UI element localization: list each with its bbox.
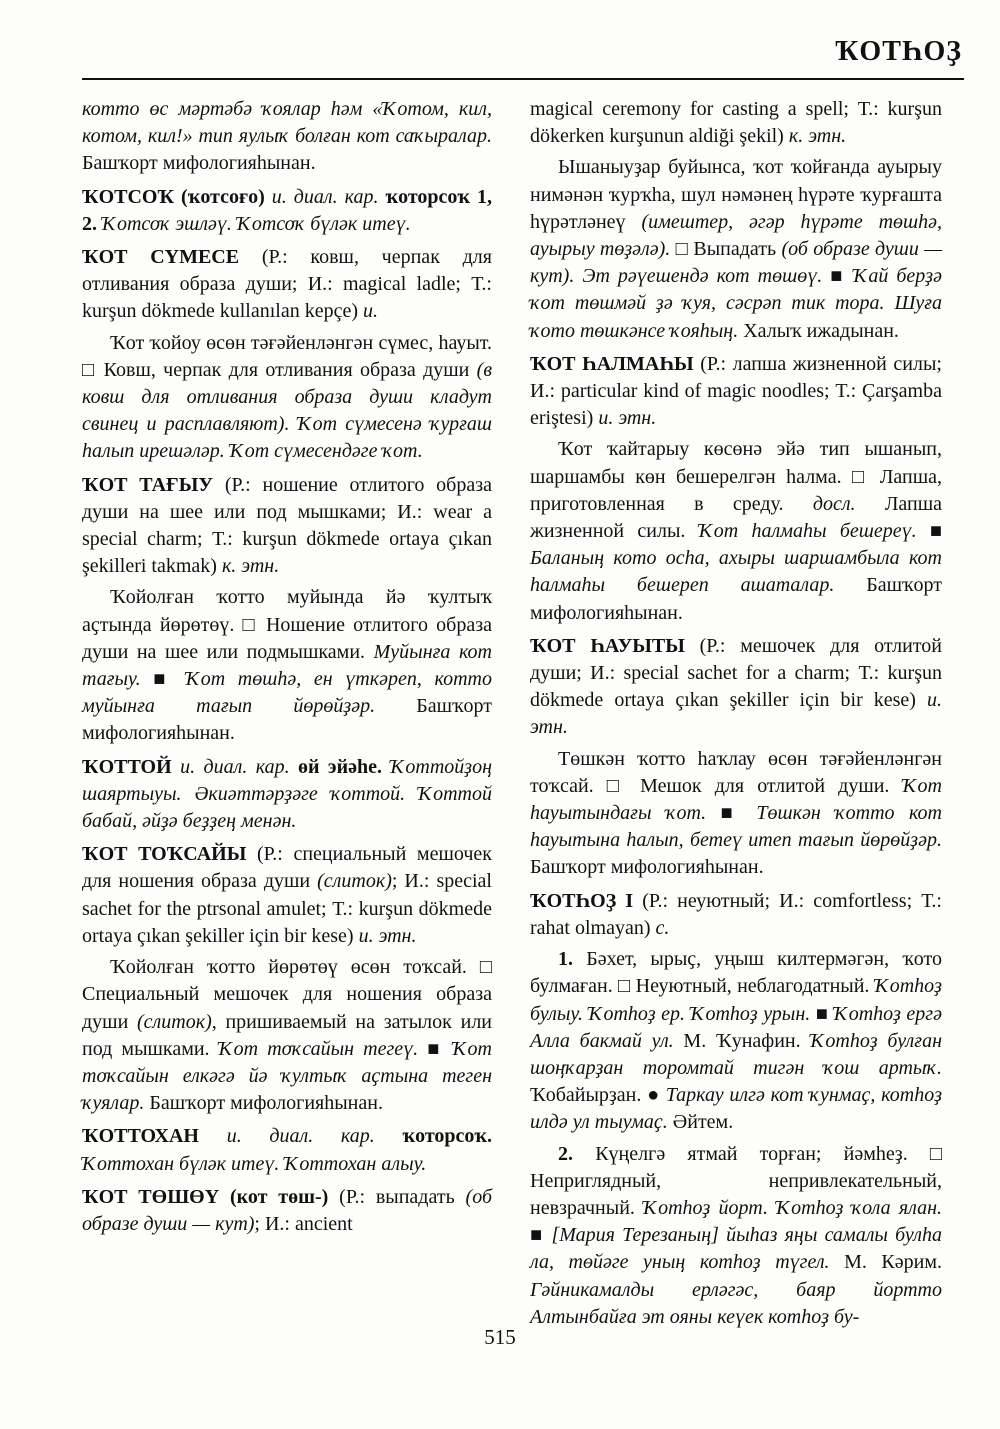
dictionary-entry-headword: ҠОТ СҮМЕСЕ (Р.: ковш, черпак для отливания образа души; И.: magical ladle; Т.: kurşun dökmede kullanılan kepçe) и. xyxy=(82,246,492,323)
dictionary-paragraph: Ҡойолған ҡотто йөрөтөү өсөн тоҡсай. □ Специальный мешочек для ношения образа души (слиток), пришиваемый на затылок или под мышками. Ҡот тоҡсайын тегеү. ■ Ҡот тоҡсайын елкәгә йә ҡултыҡ аҫтына теген ҡуялар. Башҡорт мифологияһынан. xyxy=(82,956,493,1115)
dictionary-entry-headword: ҠОТ ҺАУЫТЫ (Р.: мешочек для отлитой души; И.: special sachet for a charm; Т.: kurşun dökmede ortaya çıkan şekiller için bir kese) и. этн. xyxy=(530,634,942,739)
dictionary-entry-headword: ҠОТ ТӨШӨҮ (кот төш-) (Р.: выпадать (об образе души — кут); И.: ancient xyxy=(82,1185,493,1235)
left-column xyxy=(82,96,492,1238)
dictionary-paragraph: Ышаныуҙар буйынса, ҡот ҡойғанда ауырыу нимәнән ҡурҡһа, шул нәмәнең һүрәте ҡурғашта һүрәтләнеү (имештер, әгәр һүрәте төшһә, ауырыу төҙәлә). □ Выпадать (об образе души — кут). Эт рәүешендә кот төшөү. ■ Ҡай берҙә ҡот төшмәй ҙә ҡуя, сәсрәп тик тора. Шуға ҡото төшкәнсе ҡояһың. Халыҡ ижадынан. xyxy=(530,156,943,342)
header-rule xyxy=(82,78,964,80)
dictionary-entry-headword: ҠОТСОҠ (ҡотсоғо) и. диал. кар. ҡоторсоҡ 1, 2. Ҡотсоҡ эшләү. Ҡотсоҡ бүләк итеү. xyxy=(82,185,493,235)
dictionary-entry-headword: ҠОТҺОҘ I (Р.: неуютный; И.: comfortless; Т.: rahat olmayan) с. xyxy=(530,889,942,939)
dictionary-paragraph: 2. Күңелгә ятмай торған; йәмһеҙ. □ Неприглядный, непривлекательный, невзрачный. Ҡотһоҙ йорт. Ҡотһоҙ ҡола ялан. ■ [Мария Терезаның] йыһаз яңы самалы булһа ла, төйәге уның котһоҙ түгел. М. Кәрим. Гәйникамалды ерләгәс, баяр йортто Алтынбайға эт ояны кеүек котһоҙ бу- xyxy=(530,1142,943,1328)
dictionary-paragraph: 1. Бәхет, ырыҫ, уңыш килтермәгән, ҡото булмаған. □ Неуютный, неблагодатный. Ҡотһоҙ булыу. Ҡотһоҙ ер. Ҡотһоҙ урын. ■ Ҡотһоҙ ергә Алла бакмай ул. М. Ҡунафин. Ҡотһоҙ булған шоңҡарҙан торомтай тигән ҡош артыҡ. Ҡобайырҙан. ● Таркау илгә кот ҡунмаҫ, котһоҙ илдә ул тыумаҫ. Әйтем. xyxy=(530,948,942,1134)
dictionary-entry-headword: ҠОТ ТАҒЫУ (Р.: ношение отлитого образа души на шее или под мышками; И.: wear a special charm; Т.: kurşun dökmede ortaya çıkan şekilleri takmak) к. этн. xyxy=(82,473,493,578)
dictionary-paragraph: Төшкән ҡотто һаҡлау өсөн тәғәйенләнгән тоҡсай. □ Мешок для отлитой души. Ҡот һауытындағы ҡот. ■ Төшкән ҡотто кот һауытына һалып, бетеү итеп тағып йөрөйҙәр. Башҡорт мифологияһынан. xyxy=(530,747,942,879)
dictionary-entry-headword: ҠОТ ҺАЛМАҺЫ (Р.: лапша жизненной силы; И.: particular kind of magic noodles; Т.: Çarşamba eriştesi) и. этн. xyxy=(530,352,942,430)
dictionary-entry-headword: ҠОТТОХАН и. диал. кар. ҡоторсоҡ. Ҡоттохан бүләк итеү. Ҡоттохан алыу. xyxy=(82,1125,492,1175)
dictionary-entry-headword: ҠОТТОЙ и. диал. кар. өй эйәһе. Ҡоттойҙоң шаяртыуы. Әкиәттәрҙәге ҡоттой. Ҡоттой бабай, әйҙә беҙҙең менән. xyxy=(82,755,492,833)
page-number: 515 xyxy=(484,1325,516,1349)
dictionary-paragraph: Ҡойолған ҡотто муйында йә ҡултыҡ аҫтында йөрөтөү. □ Ношение отлитого образа души на шее или подмышками. Муйынға кот тағыу. ■ Ҡот төшһә, ен үткәреп, котто муйынға тағып йөрөйҙәр. Башҡорт мифологияһынан. xyxy=(82,586,493,745)
dictionary-paragraph: magical ceremony for casting a spell; Т.: kurşun dökerken kurşunun aldiği şekil) к. этн. xyxy=(530,98,942,148)
dictionary-paragraph: Ҡот ҡайтарыу көсөнә эйә тип ышанып, шаршамбы көн бешерелгән һалма. □ Лапша, приготовленная в среду. досл. Лапша жизненной силы. Ҡот һалмаһы бешереү. ■ Баланың кото осһа, ахыры шаршамбыла кот һалмаһы бешереп ашаталар. Башҡорт мифологияһынан. xyxy=(530,438,942,624)
dictionary-paragraph: Ҡот ҡойоу өсөн тәғәйенләнгән сүмес, һауыт. □ Ковш, черпак для отливания образа души (в ковш для отливания образа души кладут свинец и расплавляют). Ҡот сүмесенә ҡурғаш һалып ирешәләр. Ҡот сүмесендәге ҡот. xyxy=(82,331,492,463)
running-head: ҠОТҺОҘ xyxy=(835,36,962,67)
dictionary-paragraph: котто өс мәртәбә ҡоялар һәм «Ҡотом, кил, котом, кил!» тип яулыҡ болған кот саҡыралар. Башҡорт мифологияһынан. xyxy=(82,98,492,175)
dictionary-entry-headword: ҠОТ ТОҠСАЙЫ (Р.: специальный мешочек для ношения образа души (слиток); И.: special sachet for the ptrsonal amulet; Т.: kurşun dökmede ortaya çıkan şekiller için bir kese) и. этн. xyxy=(82,843,492,947)
right-column xyxy=(530,96,942,1331)
